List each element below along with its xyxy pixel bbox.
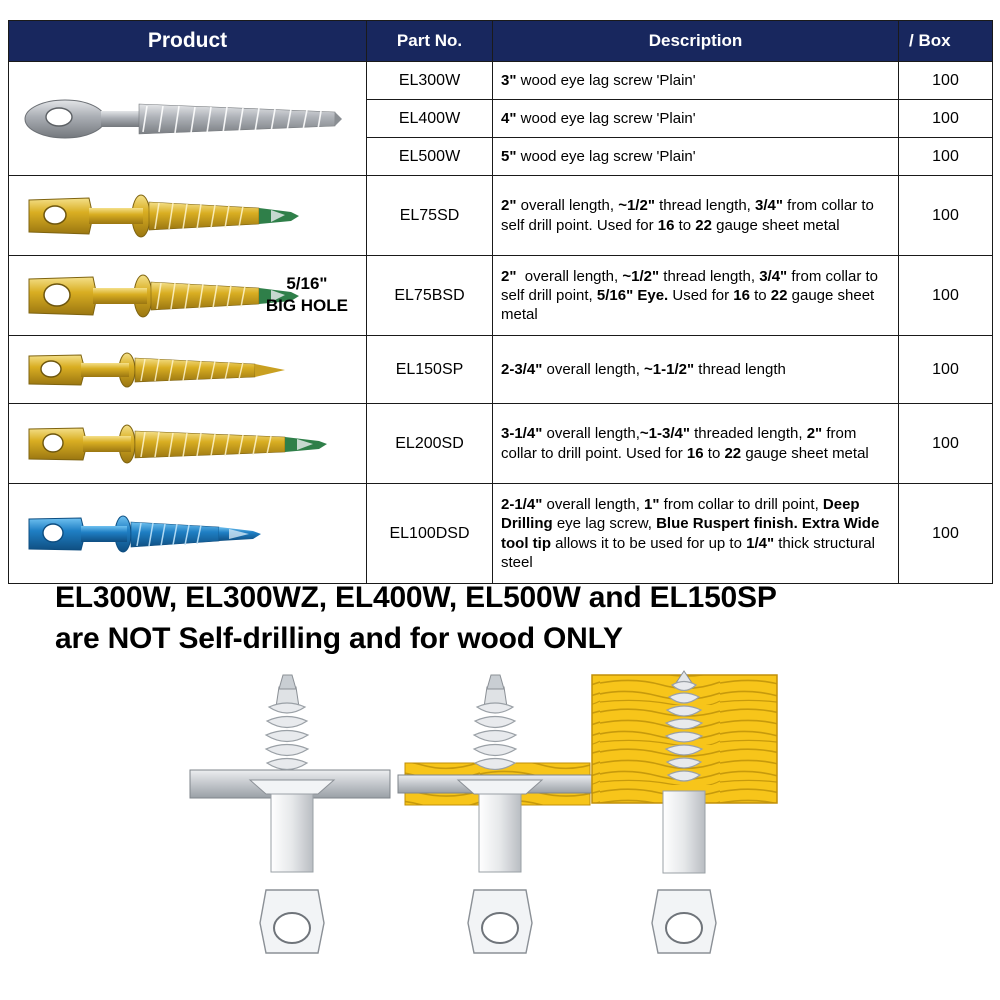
cell-description: 2-3/4" overall length, ~1-1/2" thread length [493, 336, 899, 404]
cell-description: 3" wood eye lag screw 'Plain' [493, 62, 899, 100]
application-diagram-svg [0, 665, 1000, 995]
note-line-2: are NOT Self-drilling and for wood ONLY [55, 621, 623, 655]
cell-per-box: 100 [899, 100, 993, 138]
cell-description: 5" wood eye lag screw 'Plain' [493, 138, 899, 176]
cell-per-box: 100 [899, 176, 993, 256]
cell-description: 3-1/4" overall length,~1-3/4" threaded length, 2" from collar to drill point. Used for 16 to 22 gauge sheet metal [493, 404, 899, 484]
big-hole-callout [266, 273, 348, 319]
cell-part-no: EL200SD [367, 404, 493, 484]
cell-per-box: 100 [899, 484, 993, 584]
big-hole-label: BIG HOLE [265, 296, 348, 316]
wood-eye-lag-screw-icon [23, 90, 343, 148]
product-image-el100dsd [9, 484, 367, 584]
note-text [55, 578, 955, 659]
cell-description: 2" overall length, ~1/2" thread length, 3/4" from collar to self drill point. Used for 16 to 22 gauge sheet metal [493, 176, 899, 256]
diagram-panel-wood [592, 671, 777, 953]
table-header-row [9, 21, 993, 62]
product-image-el150sp [9, 336, 367, 404]
product-image-wood-eye-lag [9, 62, 367, 176]
column-header-product: Product [9, 21, 367, 62]
column-header-per-box: / Box [899, 21, 993, 62]
cell-per-box: 100 [899, 138, 993, 176]
table-row [9, 256, 993, 336]
cell-part-no: EL75SD [367, 176, 493, 256]
table-row [9, 336, 993, 404]
cell-per-box: 100 [899, 256, 993, 336]
table-row [9, 62, 993, 100]
product-spec-table [8, 20, 993, 584]
product-spec-table-wrapper [8, 20, 992, 584]
application-diagram [0, 665, 1000, 995]
cell-description: 2" overall length, ~1/2" thread length, 3/4" from collar to self drill point, 5/16" Eye. Used for 16 to 22 gauge sheet metal [493, 256, 899, 336]
screw-through-metal [250, 675, 334, 953]
cell-description: 2-1/4" overall length, 1" from collar to drill point, Deep Drilling eye lag screw, Blue Ruspert finish. Extra Wide tool tip allows it to be used for up to 1/4" thick structural steel [493, 484, 899, 584]
long-self-drill-eye-lag-screw-icon [23, 418, 343, 470]
table-row [9, 484, 993, 584]
deep-drill-blue-eye-lag-screw-icon [23, 508, 273, 560]
sharp-point-eye-lag-screw-icon [23, 347, 293, 393]
cell-part-no: EL500W [367, 138, 493, 176]
self-drill-eye-lag-screw-icon [23, 188, 313, 244]
table-row [9, 404, 993, 484]
diagram-panel-metal [190, 675, 390, 953]
cell-part-no: EL400W [367, 100, 493, 138]
note-line-1: EL300W, EL300WZ, EL400W, EL500W and EL150SP [55, 581, 777, 614]
product-image-el75sd [9, 176, 367, 256]
cell-description: 4" wood eye lag screw 'Plain' [493, 100, 899, 138]
cell-per-box: 100 [899, 336, 993, 404]
column-header-description: Description [493, 21, 899, 62]
cell-part-no: EL300W [367, 62, 493, 100]
screw-through-metal-and-wood [458, 675, 542, 953]
table-row [9, 176, 993, 256]
column-header-part-no: Part No. [367, 21, 493, 62]
cell-per-box: 100 [899, 62, 993, 100]
product-image-el200sd [9, 404, 367, 484]
cell-part-no: EL150SP [367, 336, 493, 404]
cell-part-no: EL75BSD [367, 256, 493, 336]
cell-per-box: 100 [899, 404, 993, 484]
big-hole-size: 5/16" [286, 273, 328, 293]
cell-part-no: EL100DSD [367, 484, 493, 584]
product-image-el75bsd [9, 256, 367, 336]
diagram-panel-metal-and-wood [398, 675, 598, 953]
